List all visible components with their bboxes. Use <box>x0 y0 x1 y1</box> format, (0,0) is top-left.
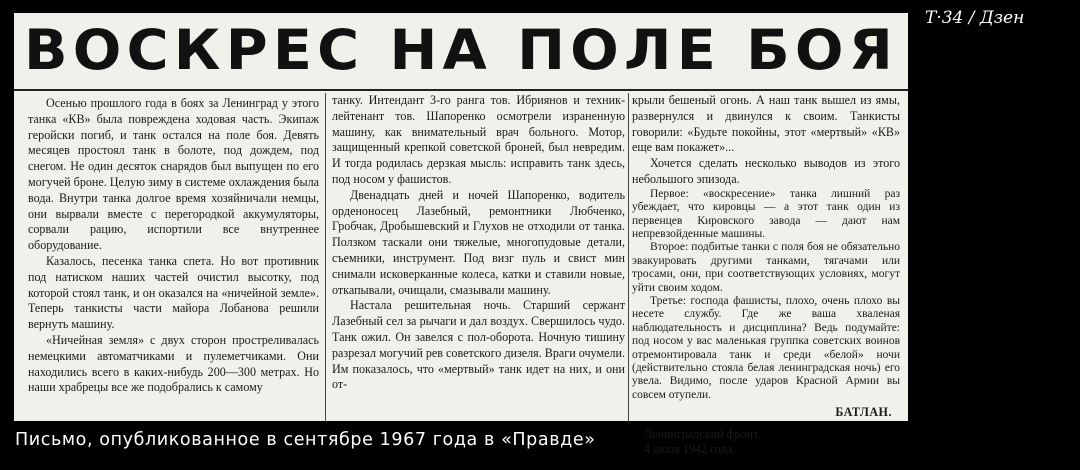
date: 4 июля 1942 года. <box>644 442 736 457</box>
article-headline: ВОСКРЕС НА ПОЛЕ БОЯ <box>24 18 898 82</box>
paragraph: Настала решительная ночь. Старший сержант Лазебный сел за рычаги и дал воздух. Свершилось чудо. Танк ожил. Он завелся с пол-оборота. Ночную тишину разрезал могучий рев советского дизеля. Враги очумели. Им показалось, что «мертвый» танк идет на них, и они от- <box>332 298 625 392</box>
paragraph: Первое: «воскресение» танка лишний раз убеждает, что кировцы — а этот танк один из первенцев Кировского завода — дают нам непревзойденные машины. <box>632 187 900 240</box>
paragraph: Третье: господа фашисты, плохо, очень плохо вы несете службу. Где же ваша хваленая наблюдательность и дисциплина? Ведь подумайте: под носом у вас маленькая группка советских воинов отремонтировала танк и среди «белой» ночи (действительно стояла белая ленинградская ночь) его увела. Видимо, после ударов Красной Армии вы совсем отупели. <box>632 295 900 401</box>
paragraph: Хочется сделать несколько выводов из этого небольшого эпизода. <box>632 156 900 186</box>
image-caption: Письмо, опубликованное в сентябре 1967 года в «Правде» <box>15 430 596 450</box>
author-signature: БАТЛАН. <box>835 405 892 420</box>
paragraph: Двенадцать дней и ночей Шапоренко, водитель орденоносец Лазебный, ремонтники Любченко, Гробчак, Дробышевский и Глухов не отходили от танка. Ползком таскали они тяжелые, многопудовые детали, съемники, инструмент. Под визг пуль и свист мин снимали исковерканные колеса, катки и ставили новые, откапывали, очищали, смазывали машину. <box>332 187 625 297</box>
paragraph: Казалось, песенка танка спета. Но вот противник под натиском наших частей очистил высотку, под которой стоял танк, и он оказался на «ничейной земле». Теперь танкисты части майора Лобанова решили вернуть машину. <box>28 253 319 332</box>
paragraph: крыли бешеный огонь. А наш танк вышел из ямы, развернулся и двинулся к своим. Танкисты говорили: «Будьте покойны, этот «мертвый» «КВ» еще вам покажет»... <box>632 93 900 155</box>
paragraph: Второе: подбитые танки с поля боя не обязательно эвакуировать другими танками, тягачами или тросами, они, при соответствующих условиях, могут уйти своим ходом. <box>632 241 900 294</box>
paragraph: Осенью прошлого года в боях за Ленинград у этого танка «КВ» была повреждена ходовая часть. Экипаж геройски погиб, и танк остался на поле боя. Девять месяцев простоял танк в болоте, под дождем, под снегом. Не один десяток снарядов был выпущен по его могучей броне. Целую зиму в системе охлаждения была вода. Внутри танка долгое время хозяйничали немцы, они вырвали вместе с перегородкой аккумуляторы, сорвали рацию, испортили все внутреннее оборудование. <box>28 96 319 253</box>
paragraph: танку. Интендант 3-го ранга тов. Ибриянов и техник-лейтенант тов. Шапоренко осмотрели израненную машину, как внимательный врач больного. Мотор, защищенный крепкой советской броней, был невредим. И тогда родилась дерзкая мысль: исправить танк здесь, под носом у фашистов. <box>332 93 625 186</box>
paragraph: «Ничейная земля» с двух сторон простреливалась немецкими автоматчиками и пулеметчиками. Они находились всего в каких-нибудь 200—300 метрах. Но наши храбрецы все же подобрались к самому <box>28 332 319 395</box>
headline-rule <box>14 89 908 91</box>
article-column-3 <box>632 93 900 457</box>
dateline <box>632 427 900 457</box>
article-column-2 <box>332 93 625 393</box>
article-column-1 <box>28 96 319 396</box>
location: Ленинградский фронт. <box>644 427 761 442</box>
column-divider <box>325 93 326 421</box>
column-divider <box>628 93 629 421</box>
watermark: Т·34 / Дзен <box>925 8 1025 28</box>
